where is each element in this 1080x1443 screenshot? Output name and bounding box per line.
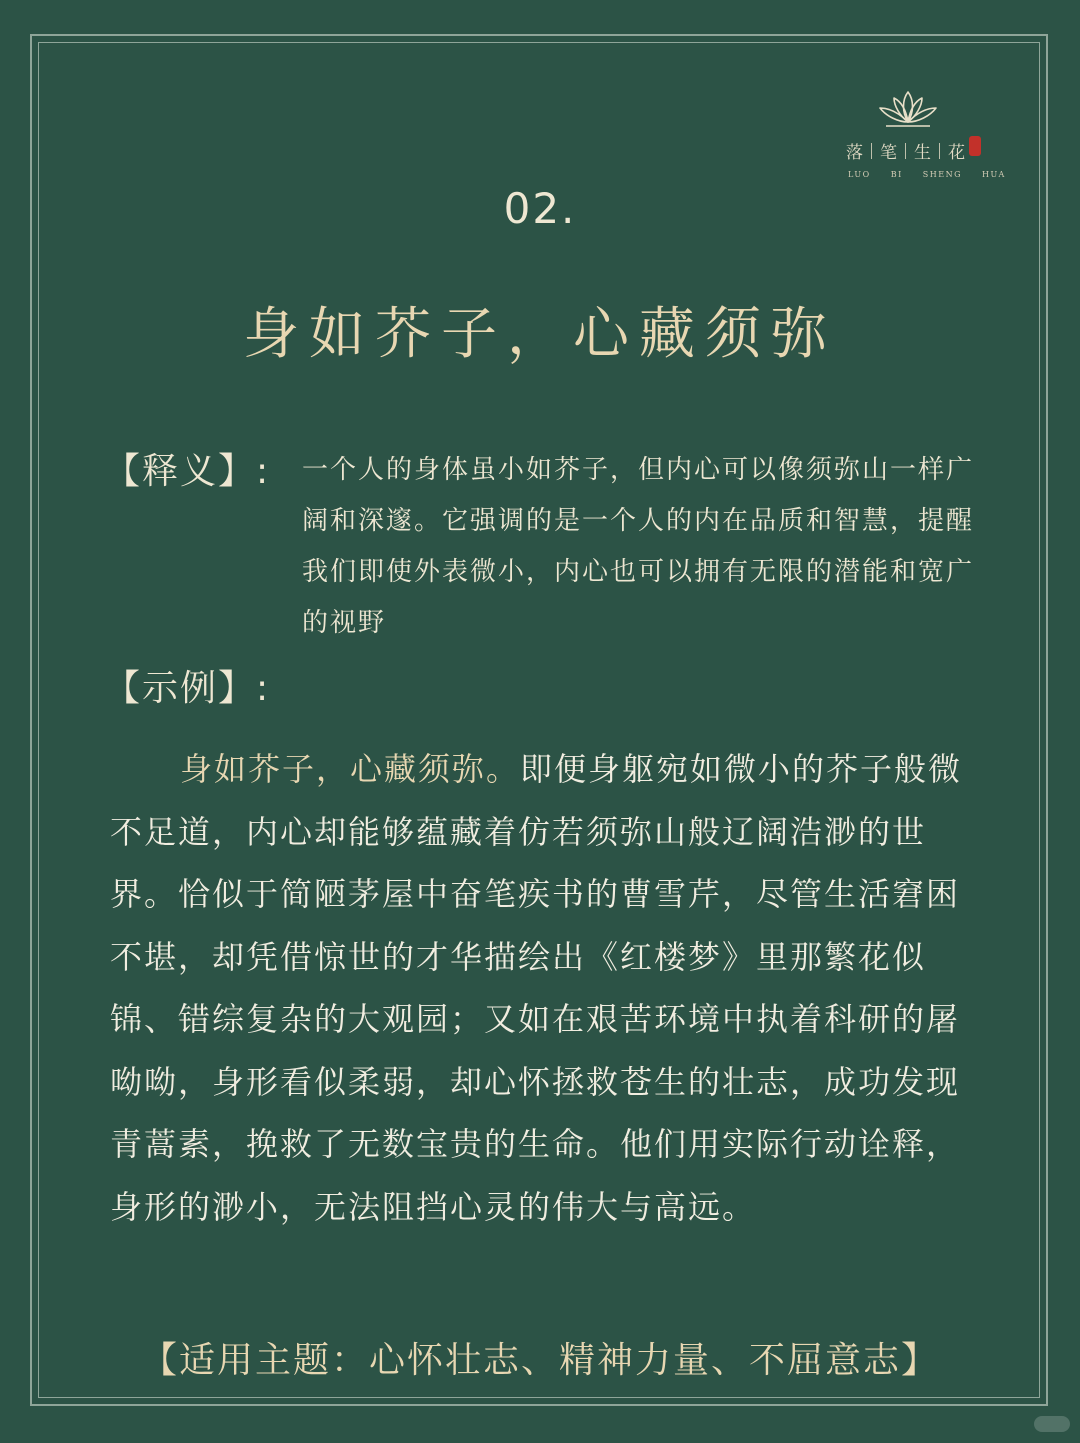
logo-char-2: 笔 (880, 143, 897, 163)
divider (871, 143, 872, 159)
divider (905, 143, 906, 159)
example-label: 【示例】: (104, 668, 271, 709)
definition-text: 一个人的身体虽小如芥子，但内心可以像须弥山一样广阔和深邃。它强调的是一个人的内在品质和智慧，提醒我们即使外表微小，内心也可以拥有无限的潜能和宽广的视野 (302, 455, 975, 638)
brand-logo (838, 88, 1006, 188)
logo-char-4: 花 (948, 143, 965, 163)
seal-stamp (969, 136, 981, 156)
watermark-badge (1034, 1416, 1070, 1432)
logo-romanization: LUO BI SHENG HUA (848, 170, 1006, 179)
lotus-icon (876, 88, 940, 132)
example-highlight: 身如芥子，心藏须弥。 (180, 750, 521, 788)
logo-wordmark (846, 138, 981, 163)
section-number: 02. (503, 184, 577, 233)
example-paragraph (110, 738, 990, 1238)
logo-char-1: 落 (846, 143, 863, 163)
divider (939, 143, 940, 159)
page-title: 身如芥子，心藏须弥 (243, 302, 837, 367)
theme-tags: 【适用主题：心怀壮志、精神力量、不屈意志】 (140, 1340, 939, 1381)
definition-label: 【释义】: (104, 451, 271, 492)
logo-char-3: 生 (914, 143, 931, 163)
example-text: 即便身躯宛如微小的芥子般微不足道，内心却能够蕴藏着仿若须弥山般辽阔浩渺的世界。恰似于简陋茅屋中奋笔疾书的曹雪芹，尽管生活窘困不堪，却凭借惊世的才华描绘出《红楼梦》里那繁花似锦、错综复杂的大观园；又如在艰苦环境中执着科研的屠呦呦，身形看似柔弱，却心怀拯救苍生的壮志，成功发现青蒿素，挽救了无数宝贵的生命。他们用实际行动诠释，身形的渺小，无法阻挡心灵的伟大与高远。 (110, 750, 963, 1226)
